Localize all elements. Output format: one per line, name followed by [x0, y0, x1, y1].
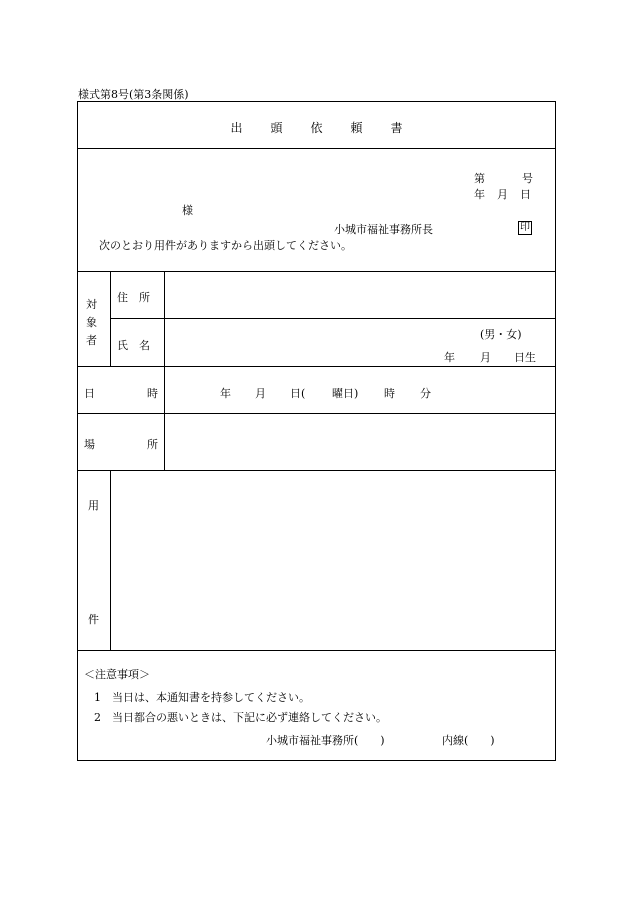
datetime-minute: 分 — [420, 387, 431, 400]
notes-item: 2 当日都合の悪いときは、下記に必ず連絡してください。 — [94, 711, 387, 724]
datetime-month: 月 — [255, 387, 266, 400]
birth-day: 日生 — [514, 351, 536, 364]
divider — [77, 271, 556, 272]
subject-group-label — [86, 296, 97, 350]
subject-char: 象 — [86, 316, 97, 329]
sex-choice: (男・女) — [480, 328, 522, 341]
document-title — [77, 119, 556, 136]
divider — [110, 470, 111, 650]
business-label-top: 用 — [88, 499, 99, 512]
title-char: 書 — [390, 121, 403, 135]
datetime-label-left: 日 — [84, 387, 95, 400]
notes-heading: ＜注意事項＞ — [84, 668, 150, 681]
issue-date-day: 日 — [520, 188, 531, 201]
title-char: 依 — [310, 121, 323, 135]
name-label: 氏 名 — [117, 339, 150, 352]
issue-date-year: 年 — [474, 188, 485, 201]
issue-date-month: 月 — [497, 188, 508, 201]
title-char: 頭 — [270, 121, 283, 135]
title-char: 出 — [230, 121, 243, 135]
divider — [77, 470, 556, 471]
number-suffix: 号 — [522, 172, 533, 185]
intro-text: 次のとおり用件がありますから出頭してください。 — [99, 239, 352, 252]
birth-year: 年 — [444, 351, 455, 364]
business-label-bottom: 件 — [88, 613, 99, 626]
divider — [164, 271, 165, 470]
issuer-name: 小城市福祉事務所長 — [334, 223, 433, 236]
divider — [77, 148, 556, 149]
birth-month: 月 — [480, 351, 491, 364]
datetime-weekday: 曜日) — [332, 387, 359, 400]
datetime-day: 日( — [290, 387, 306, 400]
address-label: 住 所 — [117, 291, 150, 304]
datetime-year: 年 — [220, 387, 231, 400]
divider — [77, 413, 556, 414]
divider — [110, 318, 556, 319]
subject-char: 者 — [86, 334, 97, 347]
contact-extension: 内線( ) — [442, 734, 495, 747]
divider — [77, 650, 556, 651]
addressee-honorific: 様 — [182, 204, 193, 217]
divider — [77, 366, 556, 367]
divider — [110, 271, 111, 366]
datetime-label-right: 時 — [147, 387, 158, 400]
number-prefix: 第 — [474, 172, 485, 185]
contact-office: 小城市福祉事務所( ) — [266, 734, 385, 747]
place-label-left: 場 — [84, 438, 95, 451]
datetime-hour: 時 — [384, 387, 395, 400]
subject-char: 対 — [86, 298, 97, 311]
form-number-label: 様式第8号(第3条関係) — [78, 88, 189, 101]
seal-mark: 印 — [520, 222, 530, 233]
notes-item: 1 当日は、本通知書を持参してください。 — [94, 691, 310, 704]
title-char: 頼 — [350, 121, 363, 135]
place-label-right: 所 — [147, 438, 158, 451]
